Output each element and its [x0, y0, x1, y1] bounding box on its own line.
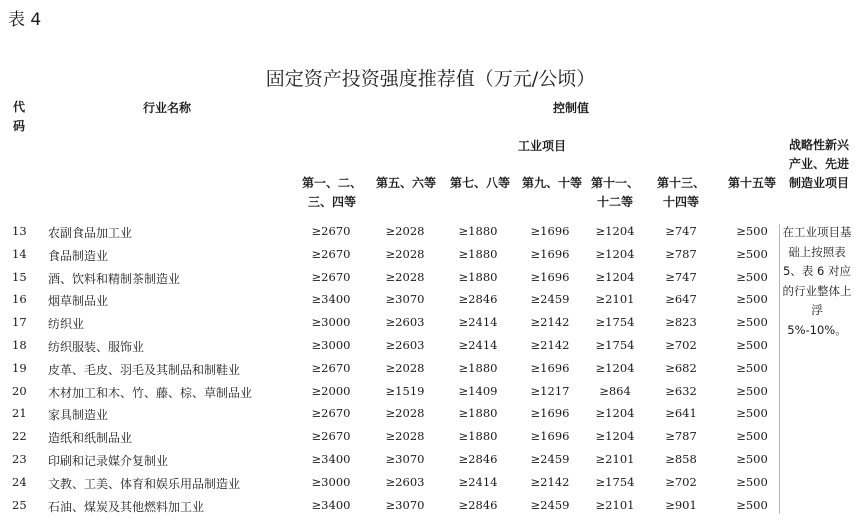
row-value-grade-5: ≥1204	[595, 406, 635, 420]
row-value-grade-6: ≥787	[665, 247, 697, 261]
row-value-grade-5: ≥1204	[595, 429, 635, 443]
header-grade-5: 第十一、十二等	[590, 176, 639, 209]
row-value-grade-2: ≥2028	[385, 361, 425, 375]
row-value-grade-6: ≥858	[665, 452, 697, 466]
row-value-grade-4: ≥2459	[530, 498, 570, 512]
row-value-grade-1: ≥2670	[311, 224, 351, 238]
row-value-grade-3: ≥2414	[458, 475, 498, 489]
header-strategic: 战略性新兴产业、先进制造业项目	[789, 138, 850, 190]
row-value-grade-7: ≥500	[736, 429, 768, 443]
row-value-grade-6: ≥632	[665, 384, 697, 398]
row-industry-name: 酒、饮料和精制茶制造业	[48, 272, 181, 286]
row-value-grade-5: ≥2101	[595, 452, 635, 466]
row-code: 19	[12, 361, 27, 375]
row-value-grade-5: ≥2101	[595, 292, 635, 306]
table-title: 固定资产投资强度推荐值（万元/公顷）	[265, 68, 596, 90]
row-value-grade-4: ≥2459	[530, 292, 570, 306]
row-value-grade-1: ≥2670	[311, 247, 351, 261]
row-value-grade-3: ≥2846	[458, 452, 498, 466]
row-code: 18	[12, 338, 27, 352]
row-value-grade-2: ≥3070	[385, 498, 425, 512]
row-value-grade-2: ≥2603	[385, 475, 425, 489]
row-value-grade-3: ≥1880	[458, 224, 498, 238]
row-value-grade-1: ≥3000	[311, 475, 351, 489]
row-value-grade-7: ≥500	[736, 475, 768, 489]
row-industry-name: 农副食品加工业	[48, 226, 133, 240]
row-value-grade-5: ≥864	[599, 384, 631, 398]
row-industry-name: 印刷和记录媒介复制业	[48, 454, 169, 468]
row-code: 23	[12, 452, 27, 466]
row-value-grade-6: ≥682	[665, 361, 697, 375]
row-industry-name: 木材加工和木、竹、藤、棕、草制品业	[48, 386, 253, 400]
row-value-grade-2: ≥2028	[385, 406, 425, 420]
row-industry-name: 烟草制品业	[48, 294, 109, 308]
row-value-grade-4: ≥2459	[530, 452, 570, 466]
row-value-grade-6: ≥641	[665, 406, 697, 420]
row-value-grade-1: ≥2670	[311, 429, 351, 443]
row-value-grade-5: ≥1754	[595, 475, 635, 489]
table-caption: 表 4	[8, 10, 42, 30]
row-value-grade-3: ≥2414	[458, 315, 498, 329]
row-industry-name: 皮革、毛皮、羽毛及其制品和制鞋业	[48, 363, 241, 377]
row-industry-name: 食品制造业	[48, 249, 109, 263]
row-code: 24	[12, 475, 27, 489]
row-value-grade-4: ≥1696	[530, 247, 570, 261]
header-grade-3: 第七、八等	[449, 176, 510, 190]
row-value-grade-6: ≥747	[665, 270, 697, 284]
row-value-grade-6: ≥702	[665, 338, 697, 352]
row-value-grade-2: ≥2028	[385, 270, 425, 284]
row-code: 25	[12, 498, 27, 512]
row-code: 17	[12, 315, 27, 329]
row-value-grade-2: ≥2028	[385, 224, 425, 238]
row-value-grade-1: ≥3000	[311, 315, 351, 329]
row-value-grade-4: ≥1696	[530, 406, 570, 420]
row-value-grade-4: ≥2142	[530, 475, 570, 489]
row-value-grade-1: ≥2670	[311, 270, 351, 284]
row-value-grade-4: ≥1696	[530, 224, 570, 238]
row-value-grade-2: ≥2603	[385, 315, 425, 329]
row-industry-name: 家具制造业	[48, 408, 109, 422]
row-value-grade-5: ≥1754	[595, 315, 635, 329]
row-value-grade-1: ≥2000	[311, 384, 351, 398]
row-value-grade-3: ≥1880	[458, 270, 498, 284]
row-value-grade-7: ≥500	[736, 315, 768, 329]
row-value-grade-1: ≥3400	[311, 452, 351, 466]
row-value-grade-7: ≥500	[736, 384, 768, 398]
row-value-grade-4: ≥1217	[530, 384, 570, 398]
row-value-grade-5: ≥1754	[595, 338, 635, 352]
row-value-grade-7: ≥500	[736, 270, 768, 284]
row-value-grade-4: ≥2142	[530, 315, 570, 329]
row-value-grade-2: ≥3070	[385, 292, 425, 306]
row-value-grade-2: ≥3070	[385, 452, 425, 466]
row-value-grade-6: ≥747	[665, 224, 697, 238]
row-value-grade-3: ≥1880	[458, 406, 498, 420]
row-value-grade-7: ≥500	[736, 361, 768, 375]
header-grade-7: 第十五等	[727, 176, 776, 190]
row-industry-name: 石油、煤炭及其他燃料加工业	[48, 500, 205, 514]
row-value-grade-3: ≥2414	[458, 338, 498, 352]
row-value-grade-7: ≥500	[736, 452, 768, 466]
header-grade-4: 第九、十等	[521, 176, 582, 190]
row-value-grade-7: ≥500	[736, 498, 768, 512]
row-value-grade-7: ≥500	[736, 338, 768, 352]
row-value-grade-2: ≥1519	[385, 384, 425, 398]
row-value-grade-6: ≥901	[665, 498, 697, 512]
row-value-grade-5: ≥1204	[595, 224, 635, 238]
header-grade-1: 第一、二、三、四等	[301, 176, 362, 209]
row-value-grade-6: ≥647	[665, 292, 697, 306]
row-industry-name: 文教、工美、体育和娱乐用品制造业	[48, 477, 241, 491]
row-value-grade-1: ≥3400	[311, 292, 351, 306]
row-value-grade-4: ≥1696	[530, 361, 570, 375]
row-code: 15	[12, 270, 27, 284]
strategic-note: 在工业项目基础上按照表 5、表 6 对应的行业整体上浮 5%-10%。	[782, 225, 852, 337]
row-value-grade-3: ≥1880	[458, 247, 498, 261]
row-value-grade-4: ≥2142	[530, 338, 570, 352]
header-industry-name: 行业名称	[143, 101, 192, 115]
row-value-grade-2: ≥2028	[385, 429, 425, 443]
row-value-grade-6: ≥702	[665, 475, 697, 489]
row-value-grade-7: ≥500	[736, 292, 768, 306]
row-value-grade-3: ≥1880	[458, 429, 498, 443]
row-code: 20	[12, 384, 27, 398]
row-value-grade-6: ≥823	[665, 315, 697, 329]
row-value-grade-4: ≥1696	[530, 270, 570, 284]
row-value-grade-2: ≥2028	[385, 247, 425, 261]
row-value-grade-1: ≥3000	[311, 338, 351, 352]
row-value-grade-3: ≥1880	[458, 361, 498, 375]
row-value-grade-1: ≥2670	[311, 361, 351, 375]
row-value-grade-7: ≥500	[736, 406, 768, 420]
row-industry-name: 造纸和纸制品业	[48, 431, 133, 445]
header-industrial-project: 工业项目	[518, 139, 567, 153]
row-value-grade-2: ≥2603	[385, 338, 425, 352]
header-control-value: 控制值	[553, 101, 590, 115]
row-code: 16	[12, 292, 27, 306]
row-industry-name: 纺织服装、服饰业	[48, 340, 145, 354]
row-value-grade-5: ≥1204	[595, 270, 635, 284]
row-value-grade-3: ≥1409	[458, 384, 498, 398]
row-code: 13	[12, 224, 27, 238]
row-value-grade-5: ≥1204	[595, 361, 635, 375]
row-code: 21	[12, 406, 27, 420]
row-value-grade-5: ≥2101	[595, 498, 635, 512]
row-value-grade-5: ≥1204	[595, 247, 635, 261]
row-code: 14	[12, 247, 27, 261]
header-grade-2: 第五、六等	[375, 176, 436, 190]
header-grade-6: 第十三、十四等	[656, 176, 705, 209]
row-value-grade-4: ≥1696	[530, 429, 570, 443]
row-value-grade-6: ≥787	[665, 429, 697, 443]
row-value-grade-7: ≥500	[736, 224, 768, 238]
header-code: 代码	[12, 100, 25, 133]
row-value-grade-1: ≥3400	[311, 498, 351, 512]
row-value-grade-3: ≥2846	[458, 498, 498, 512]
row-value-grade-7: ≥500	[736, 247, 768, 261]
row-value-grade-1: ≥2670	[311, 406, 351, 420]
row-value-grade-3: ≥2846	[458, 292, 498, 306]
row-code: 22	[12, 429, 27, 443]
row-industry-name: 纺织业	[48, 317, 85, 331]
